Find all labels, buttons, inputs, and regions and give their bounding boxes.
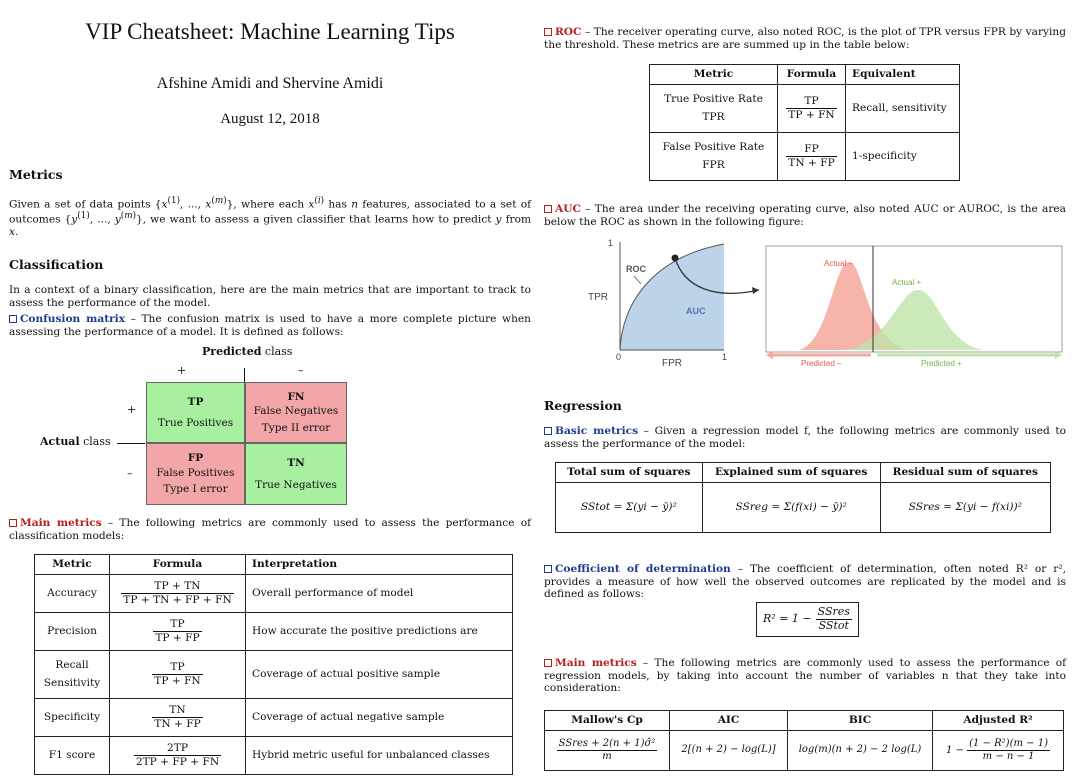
predicted-class-label: Predicted class: [202, 345, 293, 358]
roc-table: [649, 64, 960, 181]
ssreg-formula: SSreg = Σ(f(xi) − ȳ)²: [702, 482, 880, 532]
col-header: Mallow's Cp: [545, 711, 670, 731]
predicted-plus: +: [177, 364, 187, 377]
document-title: VIP Cheatsheet: Machine Learning Tips: [85, 19, 455, 44]
actual-pos-label: Actual +: [892, 278, 922, 287]
main-metrics-reg-label: Main metrics: [555, 657, 637, 669]
regression-heading: Regression: [544, 398, 622, 413]
metrics-heading: Metrics: [9, 167, 63, 182]
checkbox-icon: [544, 427, 552, 435]
col-header: Explained sum of squares: [702, 463, 880, 483]
auc-text: – The area under the receiving operating curve, also noted AUC or AUROC, is the area below the ROC as shown in the following figure:: [544, 203, 1066, 228]
col-header: Interpretation: [246, 555, 513, 575]
classification-heading: Classification: [9, 257, 104, 272]
actual-minus: –: [127, 467, 133, 480]
ssres-formula: SSres = Σ(yi − f(xi))²: [880, 482, 1050, 532]
origin-zero: 0: [616, 352, 622, 362]
checkbox-icon: [544, 565, 552, 573]
classification-metrics-table: [34, 554, 513, 775]
auc-area: [620, 244, 724, 350]
col-header: Metric: [650, 65, 778, 85]
col-header: Formula: [778, 65, 846, 85]
basic-metrics-text: – Given a regression model f, the following metrics are commonly used to assess the performance of the model:: [544, 425, 1067, 450]
basic-metrics-paragraph: [544, 425, 1066, 450]
col-header: Total sum of squares: [556, 463, 703, 483]
col-header: Metric: [35, 555, 110, 575]
main-metrics-reg-paragraph: [544, 657, 1066, 695]
arrow-head: [752, 287, 759, 294]
actual-divider: [117, 443, 145, 444]
distribution-plot: [766, 246, 1062, 368]
auc-label: AUC: [555, 203, 581, 215]
x-one: 1: [722, 352, 728, 362]
r2-lhs: R² = 1 −: [763, 611, 812, 625]
col-header: BIC: [788, 711, 933, 731]
confusion-paragraph: [9, 313, 531, 338]
sstot-formula: SStot = Σ(yi − ȳ)²: [556, 482, 703, 532]
table-row: True Positive Rate TPR $\frac{TP}{TP + FN}$ Recall, sensitivity: [650, 84, 960, 132]
regression-metrics-table: [544, 710, 1064, 771]
roc-text: ROC: [626, 264, 646, 274]
table-row: $\frac{\text{SSres + 2(n + 1)σ̂²}}{m}$ 2[(n + 2) − log(L)] log(m)(n + 2) − 2 log(L) 1 − $\frac{\text{(1 − R²)(m − 1)}}{m - n - 1}$: [545, 730, 1064, 770]
checkbox-icon: [544, 205, 552, 213]
actual-plus: +: [127, 403, 137, 416]
main-metrics-reg-text: – The following metrics are commonly used to assess the performance of regression models, by taking into account the number of variables n that they take into consideration:: [544, 657, 1067, 694]
roc-label: ROC: [555, 26, 582, 38]
confusion-text: – The confusion matrix is used to have a more complete picture when assessing the performance of a model. It is defined as follows:: [9, 313, 531, 338]
main-metrics-label: Main metrics: [20, 517, 102, 529]
table-row: Accuracy $\frac{TP + TN}{TP + TN + FP + FN}$ Overall performance of model: [35, 574, 513, 612]
tpr-label: TPR: [588, 292, 608, 303]
table-row: Specificity $\frac{TN}{TN + FP}$ Coverage of actual negative sample: [35, 698, 513, 736]
col-header: Residual sum of squares: [880, 463, 1050, 483]
checkbox-icon: [9, 519, 17, 527]
pred-neg-label: Predicted –: [801, 359, 842, 368]
predicted-minus: –: [298, 364, 304, 377]
table-row: [556, 482, 1051, 532]
actual-neg-label: Actual –: [824, 259, 853, 268]
roc-paragraph: [544, 26, 1066, 51]
checkbox-icon: [544, 659, 552, 667]
col-header: Adjusted R²: [933, 711, 1064, 731]
col-header: Equivalent: [846, 65, 960, 85]
confusion-label: Confusion matrix: [20, 313, 126, 325]
r2-formula-box: R² = 1 − $\frac{\text{SSres}}{\text{SStot}}$: [756, 602, 859, 637]
coef-text: – The coefficient of determination, often noted R² or r², provides a measure of how well the observed outcomes are replicated by the model and is defined as follows:: [544, 563, 1066, 600]
table-row: Recall Sensitivity $\frac{TP}{TP + FN}$ Coverage of actual positive sample: [35, 650, 513, 698]
sum-of-squares-table: [555, 462, 1051, 533]
fpr-label: FPR: [662, 358, 682, 369]
main-metrics-cls-paragraph: [9, 517, 531, 542]
col-header: AIC: [670, 711, 788, 731]
y-one: 1: [608, 238, 614, 248]
cell-tn: TN True Negatives: [245, 443, 347, 505]
auc-paragraph: [544, 203, 1066, 228]
cell-fp: FP False Positives Type I error: [146, 443, 245, 505]
table-row: F1 score $\frac{2TP}{2TP + FP + FN}$ Hybrid metric useful for unbalanced classes: [35, 736, 513, 774]
main-metrics-text: – The following metrics are commonly used to assess the performance of classification models:: [9, 517, 532, 542]
actual-class-label: Actual class: [40, 435, 111, 448]
table-row: Precision $\frac{TP}{TP + FP}$ How accurate the positive predictions are: [35, 612, 513, 650]
pred-pos-label: Predicted +: [921, 359, 962, 368]
col-header: Formula: [110, 555, 246, 575]
coef-paragraph: [544, 563, 1066, 601]
classification-intro: In a context of a binary classification, here are the main metrics that are important to track to assess the performance of the model.: [9, 284, 531, 309]
table-row: False Positive Rate FPR $\frac{FP}{TN + FP}$ 1-specificity: [650, 132, 960, 180]
auc-text: AUC: [686, 306, 706, 316]
roc-auc-figure: [544, 232, 1066, 372]
cell-fn: FN False Negatives Type II error: [245, 382, 347, 443]
metrics-intro: Given a set of data points {$x^{(1)}$, ..., $x^{(m)}$}, where each $x^{(i)}$ has n features, associated to a set of outcomes {$y^{(1)}$, ..., $y^{(m)}$}, we want to assess a given classifier that learns how to predict y from x.: [9, 196, 532, 239]
authors: Afshine Amidi and Shervine Amidi: [156, 75, 384, 92]
roc-text: – The receiver operating curve, also noted ROC, is the plot of TPR versus FPR by varying the threshold. These metrics are are summed up in the table below:: [544, 26, 1066, 51]
date: August 12, 2018: [220, 111, 320, 127]
cell-tp: TP True Positives: [146, 382, 245, 443]
coef-label: Coefficient of determination: [555, 563, 731, 575]
checkbox-icon: [544, 28, 552, 36]
basic-metrics-label: Basic metrics: [555, 425, 639, 437]
predicted-divider: [244, 368, 245, 382]
roc-plot: [588, 238, 759, 369]
checkbox-icon: [9, 315, 17, 323]
